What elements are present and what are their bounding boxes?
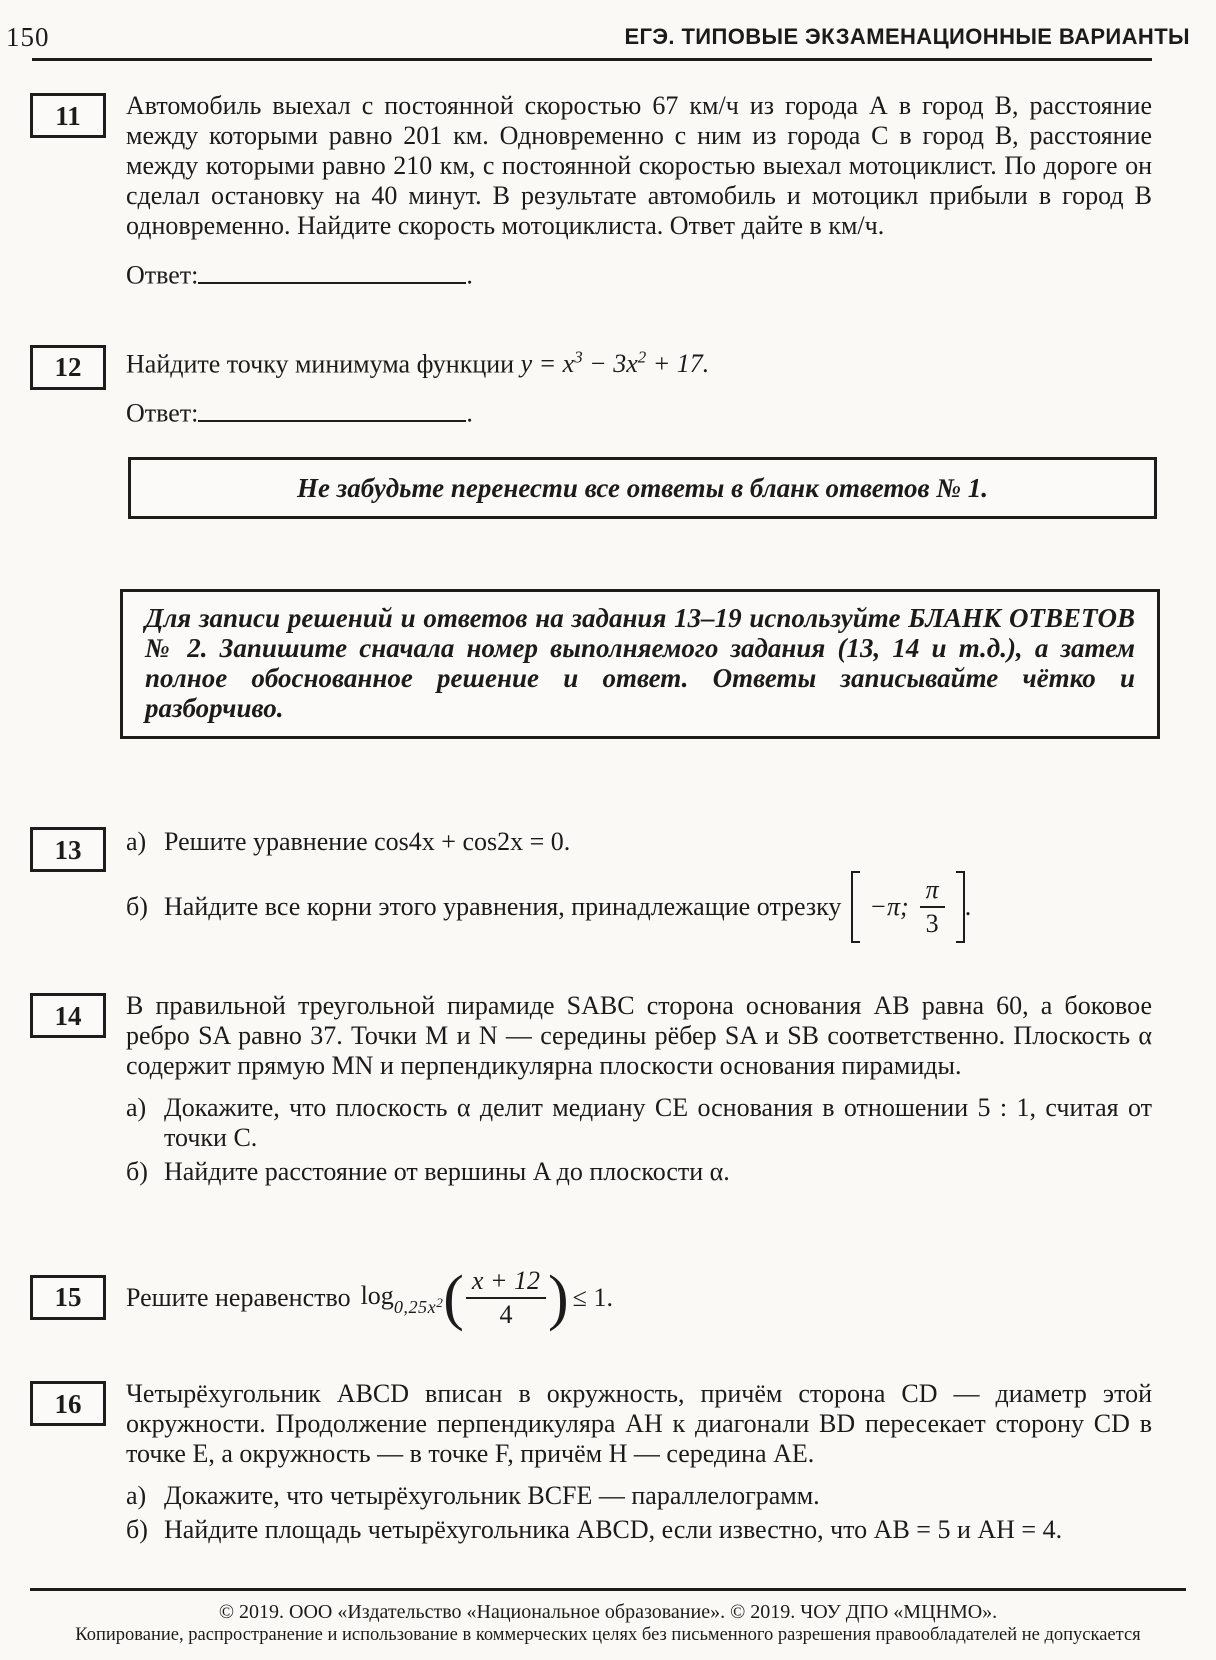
interval-brackets	[851, 871, 964, 943]
answer-blank-line	[198, 257, 466, 284]
fraction-denominator: 3	[925, 909, 939, 939]
problem-14-number-box: 14	[30, 993, 106, 1038]
problem-16-number-box: 16	[30, 1381, 106, 1426]
fraction-denominator: 4	[499, 1300, 513, 1330]
problem-13-part-a	[126, 827, 1152, 857]
problem-16-part-a	[126, 1481, 1152, 1511]
part-b-text: Найдите все корни этого уравнения, принадлежащие отрезку	[164, 892, 842, 922]
problem-11-answer-row	[126, 257, 1152, 291]
superscript: 2	[637, 347, 647, 367]
problem-12-number-box: 12	[30, 345, 106, 390]
problem-15-prefix: Решите неравенство	[126, 1283, 351, 1313]
log-base-subscript	[394, 1297, 443, 1317]
answer-period: .	[466, 399, 473, 429]
part-b-text: Найдите расстояние от вершины A до плоскости α.	[164, 1157, 730, 1187]
problem-14-part-b	[126, 1157, 1152, 1187]
notice-answer-sheet-2	[120, 589, 1160, 739]
problem-13	[30, 825, 1152, 943]
fraction	[920, 876, 945, 938]
part-a-text: Докажите, что плоскость α делит медиану CE основания в отношении 5 : 1, считая от точки C.	[164, 1093, 1152, 1153]
answer-period: .	[466, 260, 473, 290]
part-b-text: Найдите площадь четырёхугольника ABCD, если известно, что AB = 5 и AH = 4.	[164, 1515, 1063, 1545]
problem-11	[30, 91, 1152, 291]
page-title: ЕГЭ. ТИПОВЫЕ ЭКЗАМЕНАЦИОННЫЕ ВАРИАНТЫ	[624, 24, 1190, 49]
log-base-superscript: 2	[436, 1295, 444, 1311]
right-parenthesis: )	[548, 1264, 569, 1333]
problem-15-number-box: 15	[30, 1275, 106, 1320]
problem-12-text	[126, 343, 1152, 380]
copy-restriction-line: Копирование, распространение и использование в коммерческих целях без письменного разрешения правообладателей не допускается	[75, 1625, 1141, 1645]
problem-11-number-box: 11	[30, 93, 106, 138]
header-divider	[32, 58, 1152, 61]
problem-12	[30, 343, 1152, 429]
log-base: 0,25x	[393, 1297, 437, 1318]
problem-14	[30, 991, 1152, 1187]
fraction-numerator: x + 12	[466, 1267, 546, 1299]
page-number: 150	[6, 22, 50, 52]
problem-14-part-a	[126, 1093, 1152, 1153]
superscript: 3	[574, 347, 583, 367]
problem-11-text: Автомобиль выехал с постоянной скоростью 67 км/ч из города А в город В, расстояние между которыми равно 201 км. Одновременно с ним из города С в город В, расстояние между которыми равно 210 км, с постоянной скоростью выехал мотоциклист. По дороге он сделал остановку на 40 минут. В результате автомобиль и мотоцикл прибыли в город В одновременно. Найдите скорость мотоциклиста. Ответ дайте в км/ч.	[126, 91, 1152, 240]
part-b-label: б)	[126, 892, 148, 922]
notice-transfer-answers-text: Не забудьте перенести все ответы в бланк ответов № 1.	[296, 473, 989, 504]
log-expression	[360, 1281, 444, 1318]
problem-13-part-b	[126, 871, 1152, 943]
left-square-bracket	[851, 871, 860, 943]
footer-divider	[30, 1588, 1186, 1591]
part-b-label: б)	[126, 1157, 148, 1187]
problem-13-number-box: 13	[30, 827, 106, 872]
interval-left-bound: −π;	[869, 892, 909, 922]
fraction	[466, 1267, 546, 1329]
formula-part: − 3x	[582, 349, 638, 379]
problem-12-prefix: Найдите точку минимума функции	[126, 349, 521, 379]
formula-function	[521, 349, 710, 378]
answer-label: Ответ:	[126, 399, 199, 429]
part-a-label: а)	[126, 1093, 147, 1123]
formula-part: y = x	[520, 349, 575, 379]
part-a-text: Решите уравнение cos4x + cos2x = 0.	[164, 827, 571, 857]
page-footer	[30, 1588, 1186, 1646]
log-label: log	[360, 1281, 394, 1311]
inequality-tail: ≤ 1.	[572, 1283, 613, 1313]
formula-part: + 17.	[646, 349, 710, 379]
problem-16	[30, 1379, 1152, 1545]
copyright-line: © 2019. ООО «Издательство «Национальное образование». © 2019. ЧОУ ДПО «МЦНМО».	[218, 1601, 998, 1623]
sentence-period: .	[964, 892, 972, 922]
notice-transfer-answers	[128, 457, 1157, 519]
problem-16-text: Четырёхугольник ABCD вписан в окружность, причём сторона CD — диаметр этой окружности. Продолжение перпендикуляра AH к диагонали BD пересекает сторону CD в точке E, а окружность — в точке F, причём H — середина AE.	[126, 1379, 1152, 1469]
answer-blank-line	[198, 395, 466, 422]
part-b-label: б)	[126, 1515, 148, 1545]
part-a-label: а)	[126, 827, 147, 857]
left-parenthesis: (	[443, 1264, 464, 1333]
answer-label: Ответ:	[126, 260, 199, 290]
problem-15	[30, 1264, 1152, 1333]
right-square-bracket	[956, 871, 965, 943]
fraction-numerator: π	[920, 876, 945, 908]
problem-15-inequality	[126, 1264, 1152, 1333]
page-header	[0, 0, 1216, 58]
problem-16-part-b	[126, 1515, 1152, 1545]
part-a-text: Докажите, что четырёхугольник BCFE — параллелограмм.	[164, 1481, 820, 1511]
notice-answer-sheet-2-text: Для записи решений и ответов на задания 13–19 используйте БЛАНК ОТВЕТОВ № 2. Запишите сначала номер выполняемого задания (13, 14 и т.д.), а затем полное обоснованное решение и ответ. Ответы записывайте чётко и разборчиво.	[145, 603, 1135, 724]
problem-12-answer-row	[126, 395, 1152, 429]
problem-14-text: В правильной треугольной пирамиде SABC сторона основания AB равна 60, а боковое ребро SA равно 37. Точки M и N — середины рёбер SA и SB соответственно. Плоскость α содержит прямую MN и перпендикулярна плоскости основания пирамиды.	[126, 991, 1152, 1081]
part-a-label: а)	[126, 1481, 147, 1511]
